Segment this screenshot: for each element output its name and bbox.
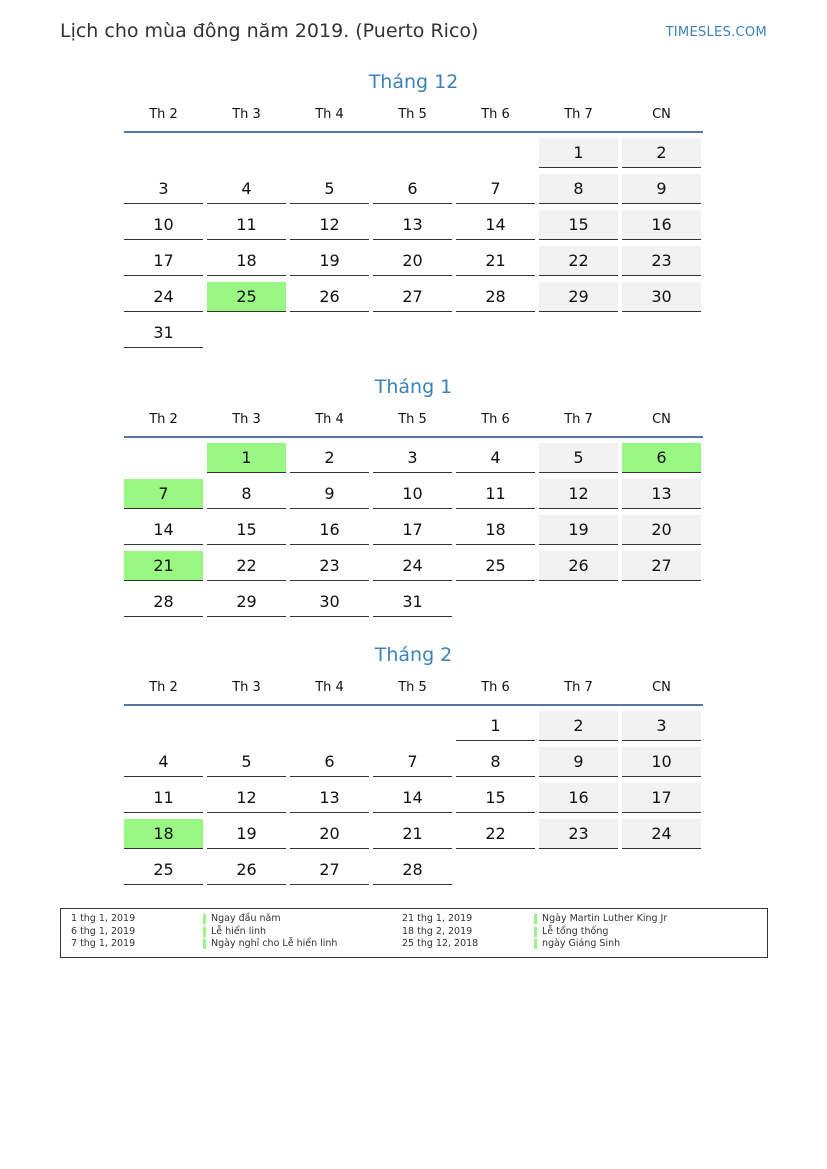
weekday-label: Th 2	[149, 679, 178, 695]
day-cell: 8	[456, 747, 535, 777]
day-cell: 21	[456, 246, 535, 276]
week-row	[124, 515, 703, 551]
weekday-label: Th 5	[398, 411, 427, 427]
legend-holiday-name: Ngay đầu năm	[211, 913, 281, 924]
empty-day-cell	[539, 855, 618, 885]
day-cell: 28	[456, 282, 535, 312]
weekday-header	[124, 670, 703, 704]
weekday-label: CN	[652, 411, 671, 427]
holiday-legend	[60, 908, 768, 958]
month-title: Tháng 1	[374, 376, 453, 398]
weekday-label: Th 2	[149, 411, 178, 427]
empty-day-cell	[373, 318, 452, 348]
day-cell: 17	[373, 515, 452, 545]
day-cell: 27	[622, 551, 701, 581]
day-cell: 24	[622, 819, 701, 849]
weekday-label: Th 4	[315, 106, 344, 122]
header-divider	[124, 704, 703, 706]
empty-day-cell	[373, 711, 452, 741]
legend-date: 18 thg 2, 2019	[402, 925, 473, 937]
empty-day-cell	[290, 711, 369, 741]
day-cell: 9	[290, 479, 369, 509]
weekday-label: Th 3	[232, 411, 261, 427]
weekday-header	[124, 402, 703, 436]
empty-day-cell	[456, 855, 535, 885]
day-cell: 16	[539, 783, 618, 813]
empty-day-cell	[456, 318, 535, 348]
empty-day-cell	[207, 138, 286, 168]
empty-day-cell	[622, 318, 701, 348]
legend-row	[71, 926, 266, 939]
legend-row	[402, 938, 620, 951]
day-cell: 15	[456, 783, 535, 813]
day-cell: 6	[373, 174, 452, 204]
holiday-marker-icon	[203, 939, 206, 949]
day-cell: 24	[124, 282, 203, 312]
month-title: Tháng 12	[368, 71, 459, 93]
weekday-label: Th 4	[315, 411, 344, 427]
day-cell: 20	[290, 819, 369, 849]
week-row	[124, 819, 703, 855]
week-row	[124, 551, 703, 587]
page-title: Lịch cho mùa đông năm 2019. (Puerto Rico)	[60, 20, 479, 42]
day-cell: 20	[373, 246, 452, 276]
day-cell: 12	[290, 210, 369, 240]
legend-holiday	[203, 938, 337, 951]
day-cell: 12	[207, 783, 286, 813]
empty-day-cell	[290, 138, 369, 168]
day-cell: 2	[539, 711, 618, 741]
day-cell: 1	[539, 138, 618, 168]
weekday-label: Th 7	[564, 411, 593, 427]
day-cell: 25	[207, 282, 286, 312]
weekday-label: Th 3	[232, 679, 261, 695]
weekday-label: Th 7	[564, 106, 593, 122]
day-cell: 3	[622, 711, 701, 741]
day-cell: 23	[539, 819, 618, 849]
day-cell: 27	[290, 855, 369, 885]
weekday-label: Th 5	[398, 679, 427, 695]
weekday-label: Th 3	[232, 106, 261, 122]
day-cell: 25	[456, 551, 535, 581]
day-cell: 29	[207, 587, 286, 617]
day-cell: 5	[207, 747, 286, 777]
week-row	[124, 318, 703, 354]
day-cell: 5	[290, 174, 369, 204]
weekday-label: CN	[652, 106, 671, 122]
day-cell: 30	[622, 282, 701, 312]
legend-holiday	[534, 926, 608, 939]
legend-row	[71, 913, 281, 926]
day-cell: 6	[290, 747, 369, 777]
empty-day-cell	[124, 711, 203, 741]
day-cell: 11	[207, 210, 286, 240]
day-cell: 15	[539, 210, 618, 240]
empty-day-cell	[124, 138, 203, 168]
empty-day-cell	[124, 443, 203, 473]
empty-day-cell	[539, 318, 618, 348]
week-row	[124, 282, 703, 318]
day-cell: 19	[539, 515, 618, 545]
weekday-label: Th 4	[315, 679, 344, 695]
legend-holiday-name: ngày Giáng Sinh	[542, 938, 621, 949]
week-row	[124, 783, 703, 819]
day-cell: 19	[290, 246, 369, 276]
day-cell: 29	[539, 282, 618, 312]
day-cell: 3	[373, 443, 452, 473]
header-divider	[124, 131, 703, 133]
week-row	[124, 174, 703, 210]
day-cell: 14	[373, 783, 452, 813]
weekday-label: Th 6	[481, 411, 510, 427]
day-cell: 16	[622, 210, 701, 240]
day-cell: 10	[373, 479, 452, 509]
day-cell: 23	[290, 551, 369, 581]
legend-holiday	[534, 938, 620, 951]
day-cell: 10	[124, 210, 203, 240]
weekday-label: Th 5	[398, 106, 427, 122]
day-cell: 15	[207, 515, 286, 545]
weekday-label: CN	[652, 679, 671, 695]
day-cell: 4	[124, 747, 203, 777]
month-calendar	[124, 373, 703, 623]
week-row	[124, 210, 703, 246]
empty-day-cell	[622, 855, 701, 885]
day-cell: 17	[622, 783, 701, 813]
legend-holiday	[203, 913, 281, 926]
day-cell: 13	[290, 783, 369, 813]
day-cell: 8	[539, 174, 618, 204]
day-cell: 18	[124, 819, 203, 849]
day-cell: 10	[622, 747, 701, 777]
day-cell: 14	[456, 210, 535, 240]
week-row	[124, 855, 703, 891]
day-cell: 25	[124, 855, 203, 885]
legend-row	[402, 926, 608, 939]
day-cell: 31	[124, 318, 203, 348]
day-cell: 8	[207, 479, 286, 509]
weekday-label: Th 6	[481, 106, 510, 122]
week-row	[124, 711, 703, 747]
legend-holiday	[203, 926, 266, 939]
day-cell: 11	[456, 479, 535, 509]
legend-date: 7 thg 1, 2019	[71, 938, 136, 949]
day-cell: 2	[290, 443, 369, 473]
empty-day-cell	[373, 138, 452, 168]
weekday-label: Th 2	[149, 106, 178, 122]
legend-holiday	[534, 913, 667, 926]
day-cell: 22	[456, 819, 535, 849]
day-cell: 26	[539, 551, 618, 581]
day-cell: 20	[622, 515, 701, 545]
day-cell: 7	[124, 479, 203, 509]
month-calendar	[124, 641, 703, 891]
day-cell: 13	[373, 210, 452, 240]
day-cell: 24	[373, 551, 452, 581]
day-cell: 18	[456, 515, 535, 545]
holiday-marker-icon	[534, 939, 537, 949]
empty-day-cell	[290, 318, 369, 348]
empty-day-cell	[456, 587, 535, 617]
legend-row	[71, 938, 337, 951]
day-cell: 22	[539, 246, 618, 276]
weekday-label: Th 6	[481, 679, 510, 695]
day-cell: 21	[124, 551, 203, 581]
week-row	[124, 246, 703, 282]
day-cell: 22	[207, 551, 286, 581]
day-cell: 7	[456, 174, 535, 204]
holiday-marker-icon	[203, 927, 206, 937]
day-cell: 28	[373, 855, 452, 885]
day-cell: 11	[124, 783, 203, 813]
legend-holiday-name: Lễ hiển linh	[211, 925, 267, 937]
holiday-marker-icon	[203, 914, 206, 924]
legend-date: 6 thg 1, 2019	[71, 925, 136, 937]
empty-day-cell	[207, 318, 286, 348]
day-cell: 26	[290, 282, 369, 312]
month-title: Tháng 2	[374, 644, 453, 666]
brand-logo-text[interactable]: TIMESLES.COM	[665, 25, 767, 40]
week-row	[124, 443, 703, 479]
day-cell: 9	[539, 747, 618, 777]
week-row	[124, 138, 703, 174]
day-cell: 14	[124, 515, 203, 545]
empty-day-cell	[622, 587, 701, 617]
empty-day-cell	[207, 711, 286, 741]
week-row	[124, 747, 703, 783]
legend-row	[402, 913, 667, 926]
legend-holiday-name: Ngày Martin Luther King Jr	[542, 913, 668, 924]
day-cell: 17	[124, 246, 203, 276]
holiday-marker-icon	[534, 914, 537, 924]
empty-day-cell	[456, 138, 535, 168]
empty-day-cell	[539, 587, 618, 617]
legend-holiday-name: Ngày nghỉ cho Lễ hiển linh	[211, 938, 338, 949]
day-cell: 4	[207, 174, 286, 204]
legend-holiday-name: Lễ tổng thống	[542, 925, 609, 937]
day-cell: 6	[622, 443, 701, 473]
day-cell: 16	[290, 515, 369, 545]
day-cell: 3	[124, 174, 203, 204]
day-cell: 5	[539, 443, 618, 473]
day-cell: 23	[622, 246, 701, 276]
day-cell: 26	[207, 855, 286, 885]
header-divider	[124, 436, 703, 438]
day-cell: 12	[539, 479, 618, 509]
day-cell: 21	[373, 819, 452, 849]
day-cell: 28	[124, 587, 203, 617]
legend-date: 1 thg 1, 2019	[71, 913, 136, 924]
day-cell: 1	[456, 711, 535, 741]
week-row	[124, 587, 703, 623]
day-cell: 31	[373, 587, 452, 617]
day-cell: 19	[207, 819, 286, 849]
day-cell: 7	[373, 747, 452, 777]
day-cell: 1	[207, 443, 286, 473]
legend-date: 21 thg 1, 2019	[402, 913, 473, 924]
day-cell: 27	[373, 282, 452, 312]
day-cell: 2	[622, 138, 701, 168]
day-cell: 18	[207, 246, 286, 276]
legend-date: 25 thg 12, 2018	[402, 938, 479, 949]
week-row	[124, 479, 703, 515]
weekday-label: Th 7	[564, 679, 593, 695]
weekday-header	[124, 97, 703, 131]
day-cell: 30	[290, 587, 369, 617]
month-calendar	[124, 68, 703, 354]
day-cell: 9	[622, 174, 701, 204]
day-cell: 13	[622, 479, 701, 509]
day-cell: 4	[456, 443, 535, 473]
holiday-marker-icon	[534, 927, 537, 937]
